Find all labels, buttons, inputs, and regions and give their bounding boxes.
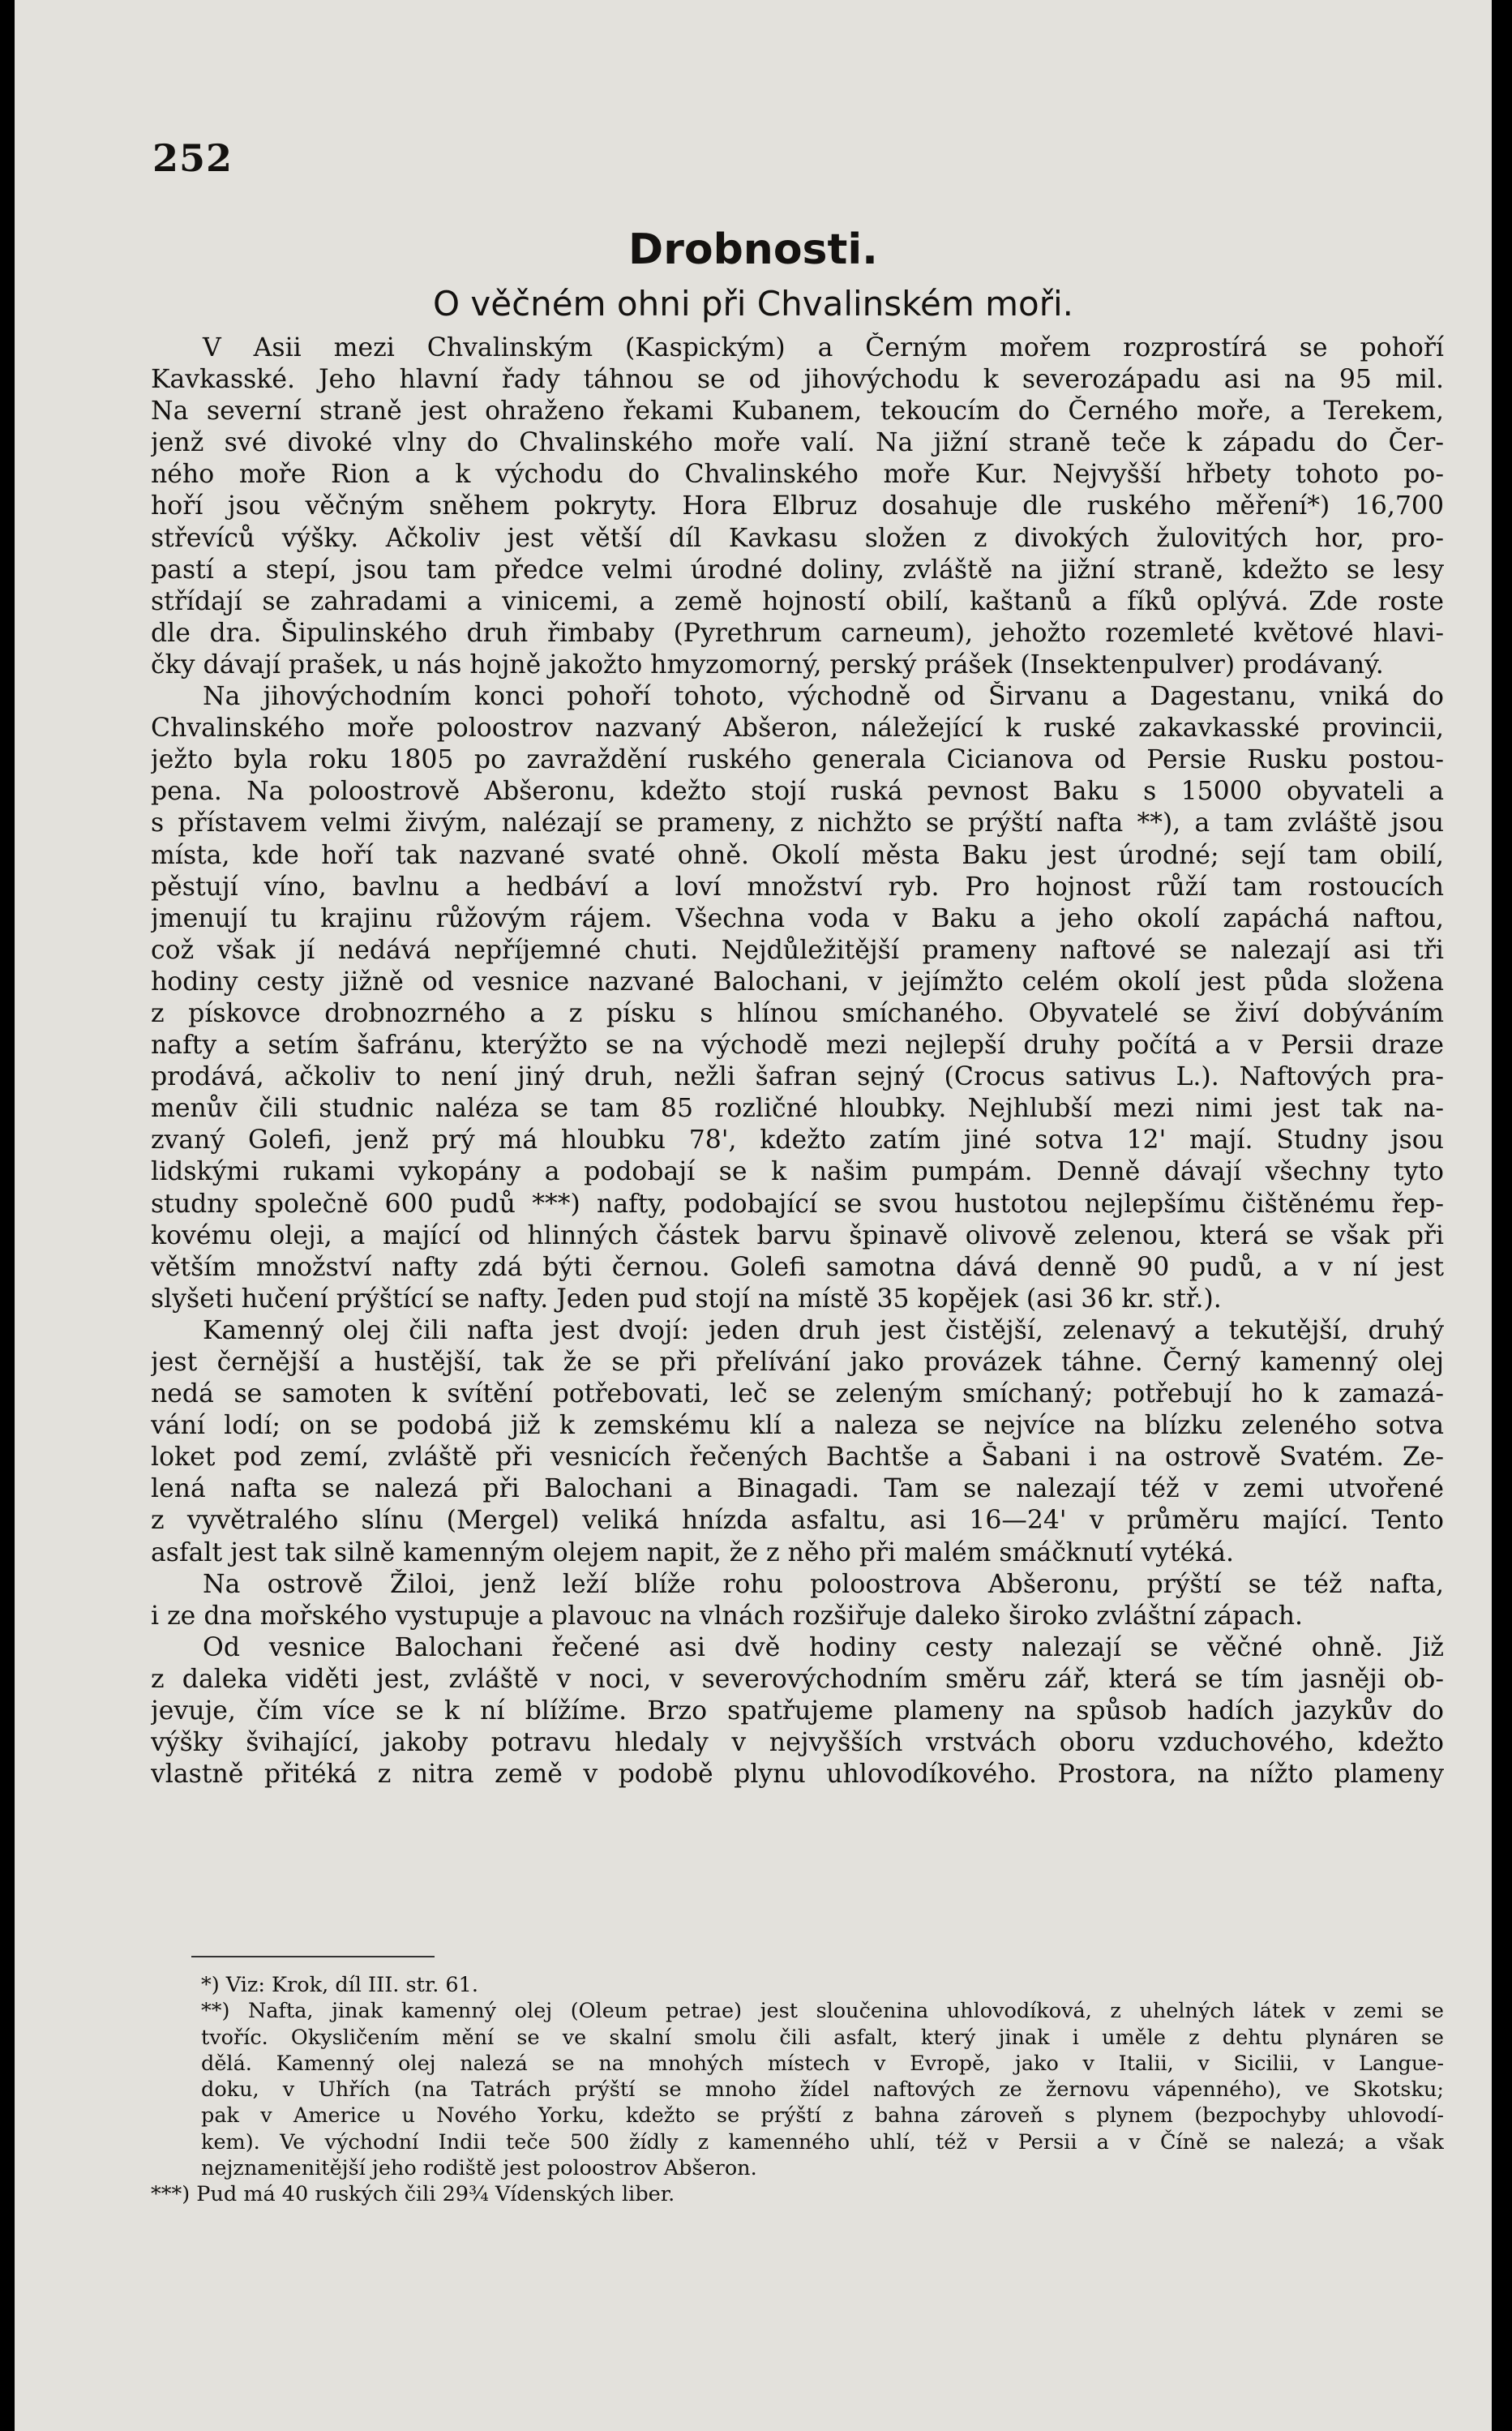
footnote-line: dělá. Kamenný olej nalezá se na mnohých místech v Evropě, jako v Italii, v Sicilii, v Langue- xyxy=(201,2051,1444,2076)
footnote-line: **) Nafta, jinak kamenný olej (Oleum petrae) jest sloučenina uhlovodíková, z uhelných látek v zemi se xyxy=(201,1999,1444,2024)
text-line: studny společně 600 pudů ***) nafty, podobající se svou hustotou nejlepšímu čištěnému řep- xyxy=(151,1189,1444,1219)
text-line: vlastně přitéká z nitra země v podobě plynu uhlovodíkového. Prostora, na nížto plameny xyxy=(151,1760,1444,1790)
text-line: V Asii mezi Chvalinským (Kaspickým) a Černým mořem rozprostírá se pohoří xyxy=(203,333,1444,362)
text-line: ného moře Rion a k východu do Chvalinského moře Kur. Nejvyšší hřbety tohoto po- xyxy=(151,460,1444,490)
text-line: z daleka viděti jest, zvláště v noci, v severovýchodním směru zář, která se tím jasněji ob- xyxy=(151,1664,1444,1694)
text-line: střevíců výšky. Ačkoliv jest větší díl Kavkasu složen z divokých žulovitých hor, pro- xyxy=(151,523,1444,553)
text-line: jmenují tu krajinu růžovým rájem. Všechna voda v Baku a jeho okolí zapáchá naftou, xyxy=(151,903,1444,933)
text-line: pěstují víno, bavlnu a hedbáví a loví množství ryb. Pro hojnost růží tam rostoucích xyxy=(151,872,1444,902)
text-line: nedá se samoten k svítění potřebovati, leč se zeleným smíchaný; potřebují ho k zamazá- xyxy=(151,1379,1444,1409)
footnote-line: ***) Pud má 40 ruských čili 29¾ Vídenských liber. xyxy=(151,2182,675,2207)
text-line: větším množství nafty zdá býti černou. Golefi samotna dává denně 90 pudů, a v ní jest xyxy=(151,1252,1444,1282)
text-line: Od vesnice Balochani řečené asi dvě hodiny cesty nalezají se věčné ohně. Již xyxy=(203,1632,1444,1662)
text-line: střídají se zahradami a vinicemi, a země hojností obilí, kaštanů a fíků oplývá. Zde roste xyxy=(151,586,1444,616)
section-title: Drobnosti. xyxy=(628,225,878,274)
article-title: O věčném ohni při Chvalinském moři. xyxy=(432,284,1074,324)
text-line: vání lodí; on se podobá již k zemskému klí a naleza se nejvíce na blízku zeleného sotva xyxy=(151,1411,1444,1441)
text-line: i ze dna mořského vystupuje a plavouc na vlnách rozšiřuje daleko široko zvláštní zápach. xyxy=(151,1601,1304,1631)
footnote-line: *) Viz: Krok, díl III. str. 61. xyxy=(201,1973,478,1997)
text-line: čky dávají prašek, u nás hojně jakožto hmyzomorný, perský prášek (Insektenpulver) prodávaný. xyxy=(151,650,1384,680)
text-line: Na severní straně jest ohraženo řekami Kubanem, tekoucím do Černého moře, a Terekem, xyxy=(151,397,1444,427)
footnote-line: nejznamenitější jeho rodiště jest poloostrov Abšeron. xyxy=(201,2156,757,2181)
footnote-divider xyxy=(191,1956,435,1957)
text-line: Kavkasské. Jeho hlavní řady táhnou se od jihovýchodu k severozápadu asi na 95 mil. xyxy=(151,365,1444,395)
text-line: s přístavem velmi živým, nalézají se prameny, z nichžto se prýští nafta **), a tam zvláště jsou xyxy=(151,808,1444,838)
text-line: nafty a setím šafránu, kterýžto se na východě mezi nejlepší druhy počítá a v Persii draze xyxy=(151,1031,1444,1061)
text-line: jevuje, čím více se k ní blížíme. Brzo spatřujeme plameny na spůsob hadích jazykův do xyxy=(151,1696,1444,1726)
text-line: loket pod zemí, zvláště při vesnicích řečených Bachtše a Šabani i na ostrově Svatém. Ze- xyxy=(151,1443,1444,1473)
text-line: ježto byla roku 1805 po zavraždění ruského generala Cicianova od Persie Rusku postou- xyxy=(151,745,1444,775)
article-body xyxy=(151,332,1444,1790)
book-page xyxy=(15,0,1492,2431)
text-line: lená nafta se nalezá při Balochani a Binagadi. Tam se nalezají též v zemi utvořené xyxy=(151,1474,1444,1504)
footnote-line: tvoříc. Okysličením mění se ve skalní smolu čili asfalt, který jinak i uměle z dehtu plynáren se xyxy=(201,2025,1444,2050)
text-line: jenž své divoké vlny do Chvalinského moře valí. Na jižní straně teče k západu do Čer- xyxy=(151,428,1444,458)
text-line: jest černější a hustější, tak že se při přelívání jako provázek táhne. Černý kamenný olej xyxy=(151,1348,1444,1377)
footnote-line: pak v Americe u Nového Yorku, kdežto se prýští z bahna zároveň s plynem (bezpochyby uhlovodí- xyxy=(201,2103,1444,2129)
text-line: Chvalinského moře poloostrov nazvaný Abšeron, náležející k ruské zakavkasské provincii, xyxy=(151,714,1444,744)
text-line: dle dra. Šipulinského druh řimbaby (Pyrethrum carneum), jehožto rozemleté květové hlavi- xyxy=(151,618,1444,648)
text-line: pastí a stepí, jsou tam předce velmi úrodné doliny, zvláště na jižní straně, kdežto se lesy xyxy=(151,555,1444,585)
text-line: což však jí nedává nepříjemné chuti. Nejdůležitější prameny naftové se nalezají asi tři xyxy=(151,935,1444,965)
page-number: 252 xyxy=(152,136,233,180)
footnotes xyxy=(151,1972,1444,2208)
text-line: prodává, ačkoliv to není jiný druh, nežli šafran sejný (Crocus sativus L.). Naftových pra- xyxy=(151,1062,1444,1092)
text-line: Na ostrově Žiloi, jenž leží blíže rohu poloostrova Abšeronu, prýští se též nafta, xyxy=(203,1569,1444,1599)
text-line: zvaný Golefi, jenž prý má hloubku 78', kdežto zatím jiné sotva 12' mají. Studny jsou xyxy=(151,1125,1444,1155)
text-line: kovému oleji, a mající od hlinných částek barvu špinavě olivově zelenou, která se však při xyxy=(151,1220,1444,1250)
text-line: lidskými rukami vykopány a podobají se k našim pumpám. Denně dávají všechny tyto xyxy=(151,1157,1444,1187)
text-line: Na jihovýchodním konci pohoří tohoto, východně od Širvanu a Dagestanu, vniká do xyxy=(203,682,1444,712)
text-line: asfalt jest tak silně kamenným olejem napit, že z něho při malém smáčknutí vytéká. xyxy=(151,1537,1235,1567)
text-line: z vyvětralého slínu (Mergel) veliká hnízda asfaltu, asi 16—24' v průměru mající. Tento xyxy=(151,1506,1444,1536)
text-line: místa, kde hoří tak nazvané svaté ohně. Okolí města Baku jest úrodné; sejí tam obilí, xyxy=(151,840,1444,870)
text-line: z pískovce drobnozrného a z písku s hlínou smíchaného. Obyvatelé se živí dobýváním xyxy=(151,998,1444,1028)
text-line: výšky švihající, jakoby potravu hledaly v nejvyšších vrstvách oboru vzduchového, kdežto xyxy=(151,1728,1444,1758)
text-line: pena. Na poloostrově Abšeronu, kdežto stojí ruská pevnost Baku s 15000 obyvateli a xyxy=(151,777,1444,807)
text-line: hoří jsou věčným sněhem pokryty. Hora Elbruz dosahuje dle ruského měření*) 16,700 xyxy=(151,491,1444,521)
text-line: Kamenný olej čili nafta jest dvojí: jeden druh jest čistější, zelenavý a tekutější, druhý xyxy=(203,1315,1444,1345)
footnote-line: kem). Ve východní Indii teče 500 žídly z kamenného uhlí, též v Persii a v Číně se nalezá; a však xyxy=(201,2129,1444,2154)
footnote-line: doku, v Uhřích (na Tatrách prýští se mnoho žídel naftových ze žernovu vápenného), ve Skotsku; xyxy=(201,2077,1444,2103)
text-line: menův čili studnic naléza se tam 85 rozličné hloubky. Nejhlubší mezi nimi jest tak na- xyxy=(151,1094,1444,1124)
text-line: hodiny cesty jižně od vesnice nazvané Balochani, v jejímžto celém okolí jest půda složena xyxy=(151,967,1444,997)
text-line: slyšeti hučení prýštící se nafty. Jeden pud stojí na místě 35 kopějek (asi 36 kr. stř.). xyxy=(151,1284,1222,1314)
